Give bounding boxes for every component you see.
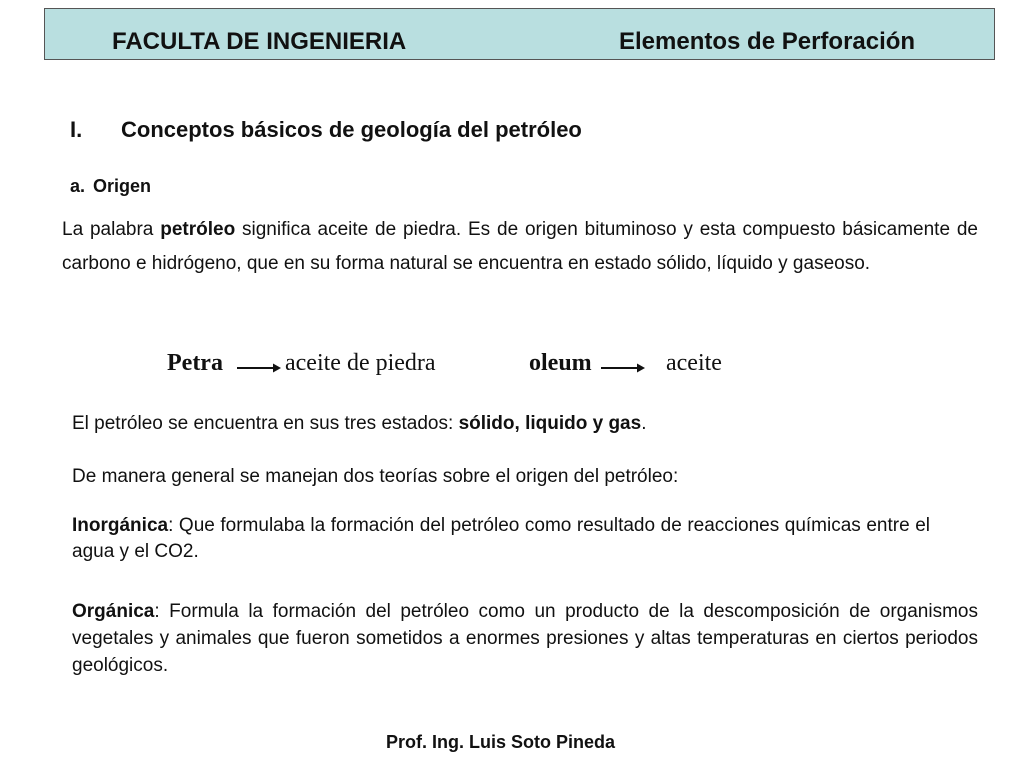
course-title: Elementos de Perforación (619, 28, 916, 55)
inorganic-text: : Que formulaba la formación del petróleo como resultado de reacciones químicas entre el agua y el CO2. (72, 515, 930, 562)
etym-word-oleum: oleum (529, 350, 592, 376)
states-bold: sólido, liquido y gas (458, 413, 642, 434)
theories-intro: De manera general se manejan dos teorías sobre el origen del petróleo: (72, 466, 679, 487)
states-paragraph (72, 411, 982, 437)
etym-meaning-2: aceite (666, 350, 722, 376)
subsection-title: Origen (93, 176, 152, 196)
intro-paragraph (62, 213, 978, 281)
intro-post: significa aceite de piedra. Es de origen bituminoso y esta compuesto básicamente de carbono e hidrógeno, que en su forma natural se encuentra en estado sólido, líquido y gaseoso. (62, 219, 978, 274)
intro-bold-word: petróleo (160, 219, 236, 240)
states-post: . (641, 413, 647, 434)
arrow-right-icon (237, 362, 281, 374)
section-title: Conceptos básicos de geología del petróleo (121, 117, 582, 142)
header-banner (44, 8, 995, 60)
organic-paragraph (72, 598, 978, 679)
etym-word-petra: Petra (167, 350, 223, 376)
states-pre: El petróleo se encuentra en sus tres estados: (72, 413, 459, 434)
subsection-letter: a. (70, 176, 86, 196)
section-number: I. (70, 117, 83, 142)
inorganic-label: Inorgánica (72, 515, 169, 536)
inorganic-paragraph (72, 513, 930, 565)
subsection-heading (70, 176, 151, 197)
footer-author: Prof. Ing. Luis Soto Pineda (386, 732, 616, 752)
intro-pre: La palabra (62, 219, 161, 240)
etym-meaning-1: aceite de piedra (285, 350, 436, 376)
organic-text: : Formula la formación del petróleo como un producto de la descomposición de organismos vegetales y animales que fueron sometidos a enormes presiones y altas temperaturas en ciertos periodos geológicos. (72, 601, 978, 676)
organic-label: Orgánica (72, 601, 155, 622)
arrow-right-icon (601, 362, 645, 374)
etymology-line (0, 350, 1024, 384)
faculty-title: FACULTA DE INGENIERIA (112, 28, 407, 55)
